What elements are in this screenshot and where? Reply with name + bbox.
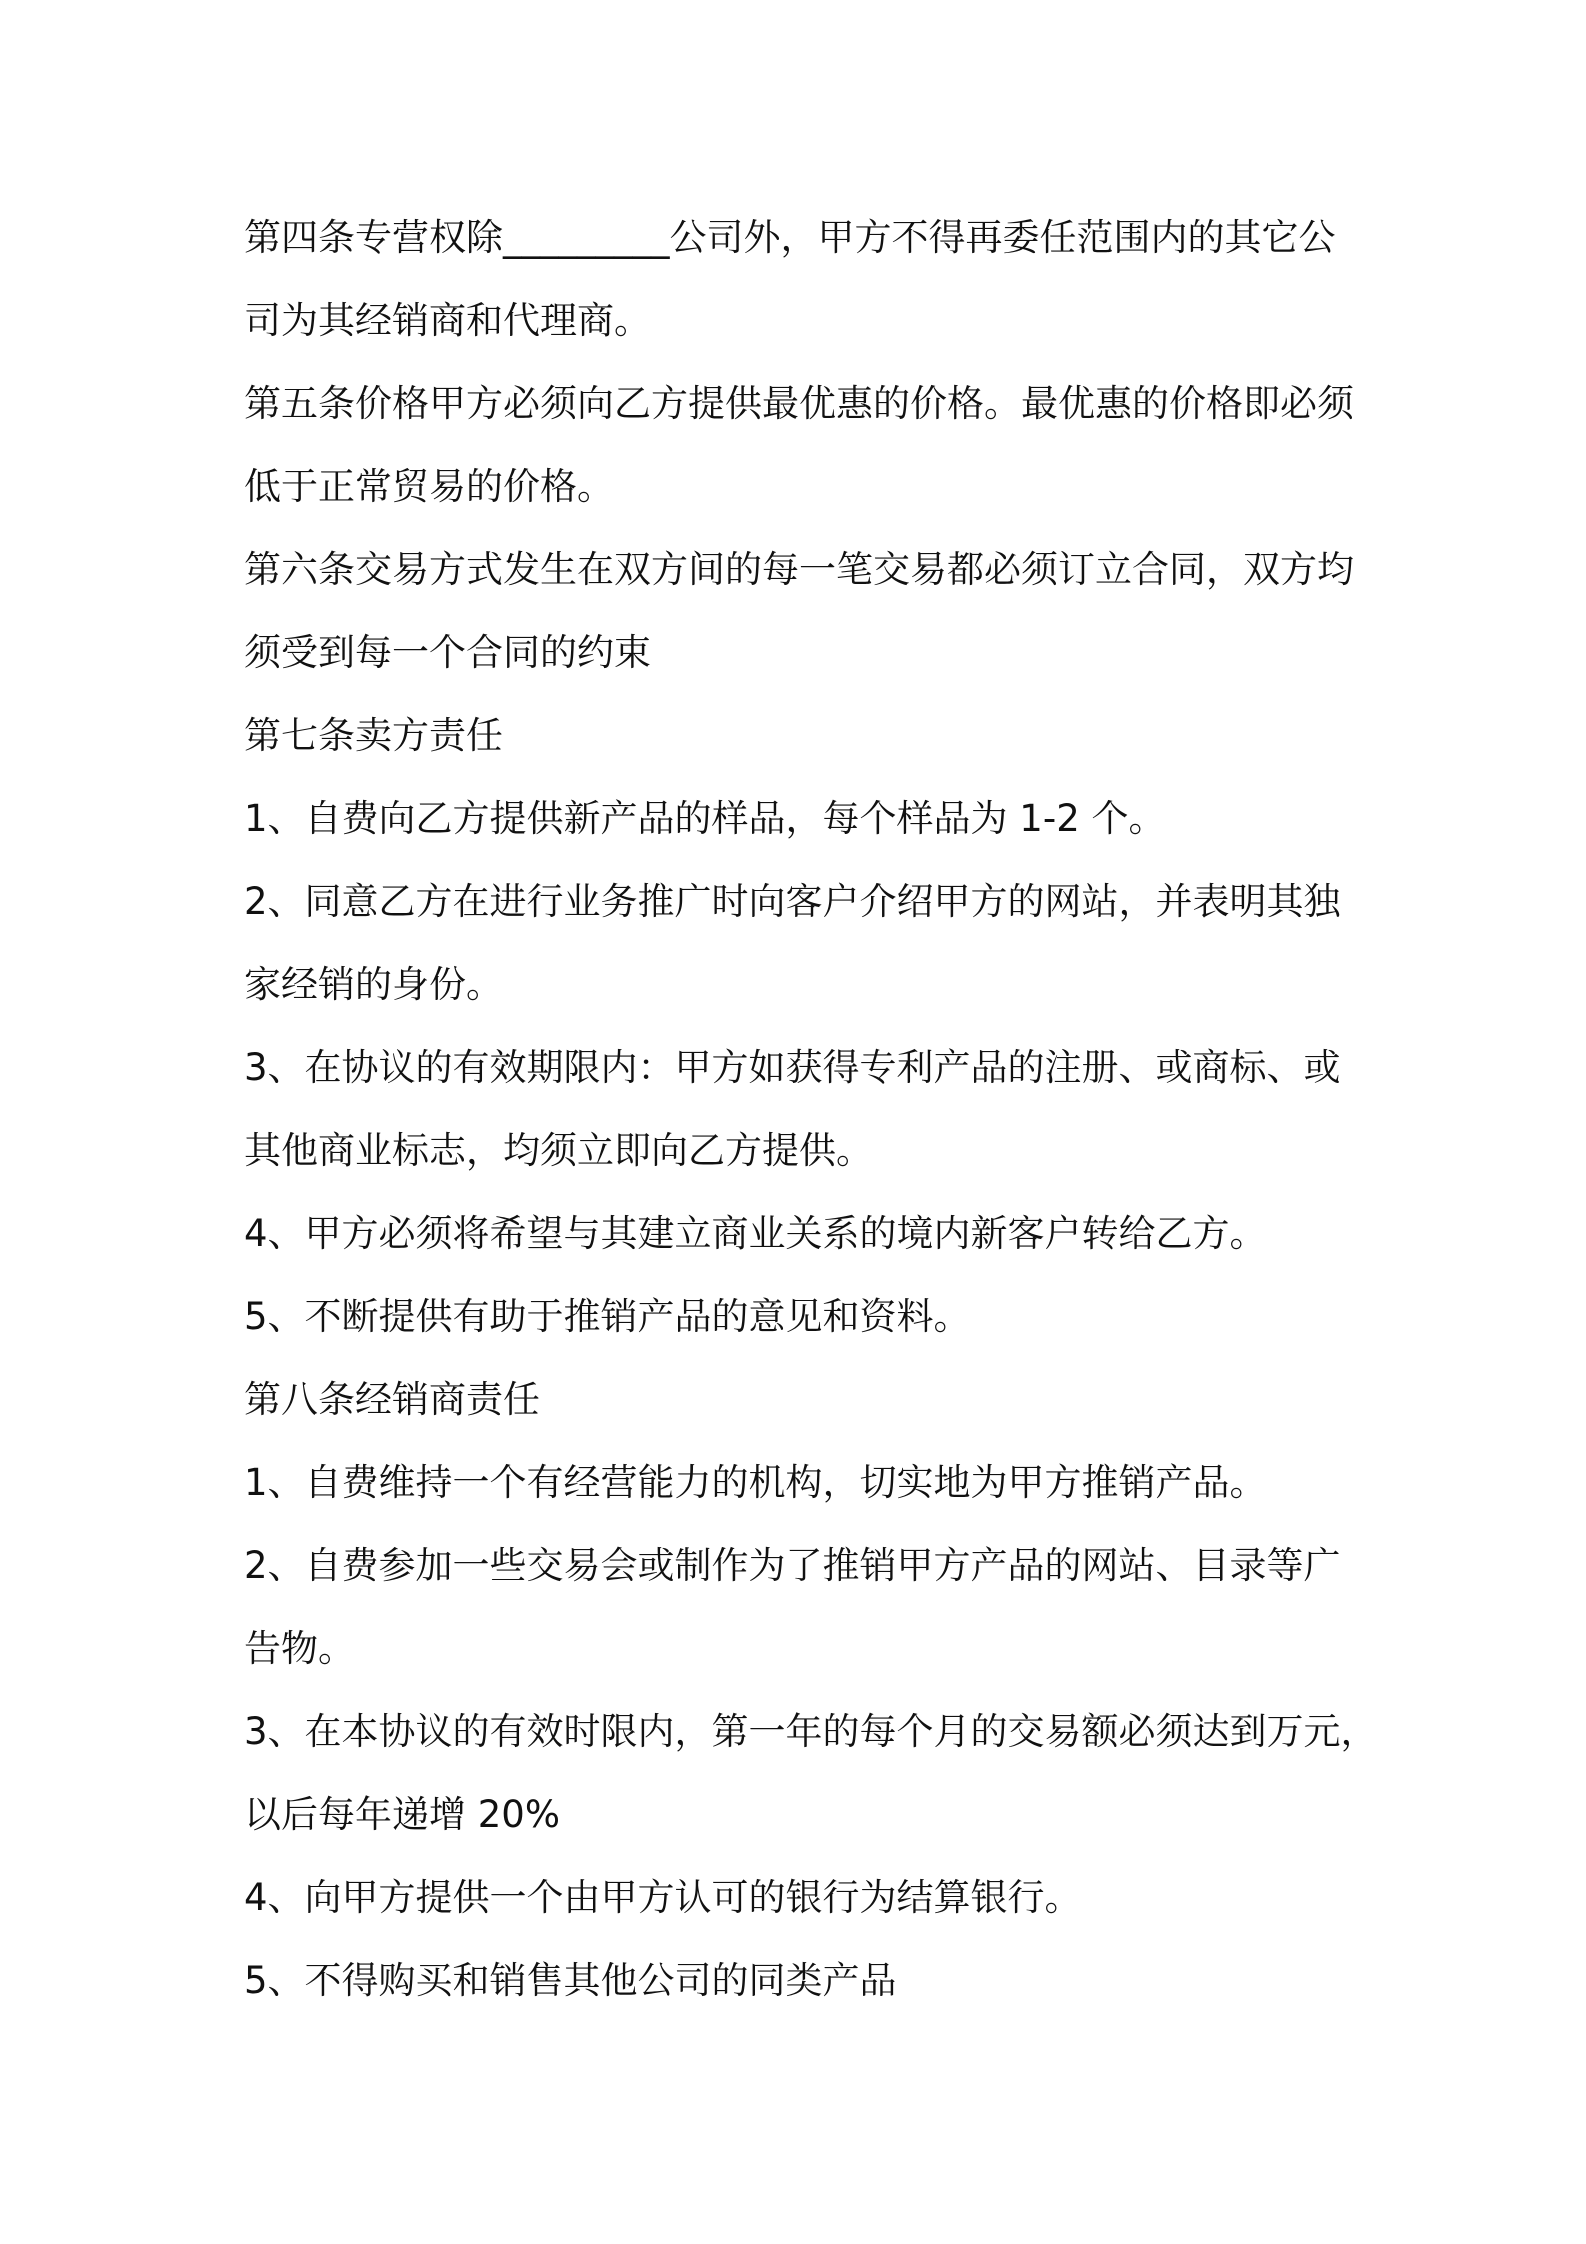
clause-7-heading [244,694,1364,777]
document-body [244,196,1378,2022]
text-line: 4、甲方必须将希望与其建立商业关系的境内新客户转给乙方。 [244,1212,1267,1255]
text-line: 告物。 [244,1627,355,1670]
text-line: 第八条经销商责任 [244,1378,540,1421]
clause-8-item-2 [244,1524,1364,1690]
clause-7-item-1 [244,777,1364,860]
clause-7-item-3 [244,1026,1364,1192]
text-line: 其他商业标志，均须立即向乙方提供。 [244,1129,873,1172]
text-line: 3、在协议的有效期限内：甲方如获得专利产品的注册、或商标、或 [244,1046,1341,1089]
text-line: 家经销的身份。 [244,963,503,1006]
clause-7-item-2 [244,860,1364,1026]
text-line: 5、不得购买和销售其他公司的同类产品 [244,1959,897,2002]
text-line: 以后每年递增 20% [244,1793,560,1836]
text-line: 2、自费参加一些交易会或制作为了推销甲方产品的网站、目录等广 [244,1544,1341,1587]
text-line: 第六条交易方式发生在双方间的每一笔交易都必须订立合同，双方均 [244,548,1354,591]
text-line: 2、同意乙方在进行业务推广时向客户介绍甲方的网站，并表明其独 [244,880,1341,923]
clause-6 [244,528,1364,694]
text-line: 第五条价格甲方必须向乙方提供最优惠的价格。最优惠的价格即必须 [244,382,1354,425]
clause-8-heading [244,1358,1364,1441]
clause-8-item-4 [244,1856,1364,1939]
clause-8-item-3 [244,1690,1378,1856]
text-line: 3、在本协议的有效时限内，第一年的每个月的交易额必须达到万元， [244,1710,1378,1753]
text-line: 5、不断提供有助于推销产品的意见和资料。 [244,1295,971,1338]
clause-7-item-4 [244,1192,1364,1275]
text-line: 4、向甲方提供一个由甲方认可的银行为结算银行。 [244,1876,1082,1919]
clause-5 [244,362,1364,528]
text-line: 第四条专营权除_________公司外，甲方不得再委任范围内的其它公 [244,216,1336,259]
text-line: 须受到每一个合同的约束 [244,631,651,674]
clause-7-item-5 [244,1275,1364,1358]
text-line: 低于正常贸易的价格。 [244,465,614,508]
clause-4 [244,196,1364,362]
text-line: 1、自费维持一个有经营能力的机构，切实地为甲方推销产品。 [244,1461,1267,1504]
text-line: 司为其经销商和代理商。 [244,299,651,342]
text-line: 1、自费向乙方提供新产品的样品，每个样品为 1-2 个。 [244,797,1166,840]
clause-8-item-5 [244,1939,1364,2022]
text-line: 第七条卖方责任 [244,714,503,757]
clause-8-item-1 [244,1441,1364,1524]
